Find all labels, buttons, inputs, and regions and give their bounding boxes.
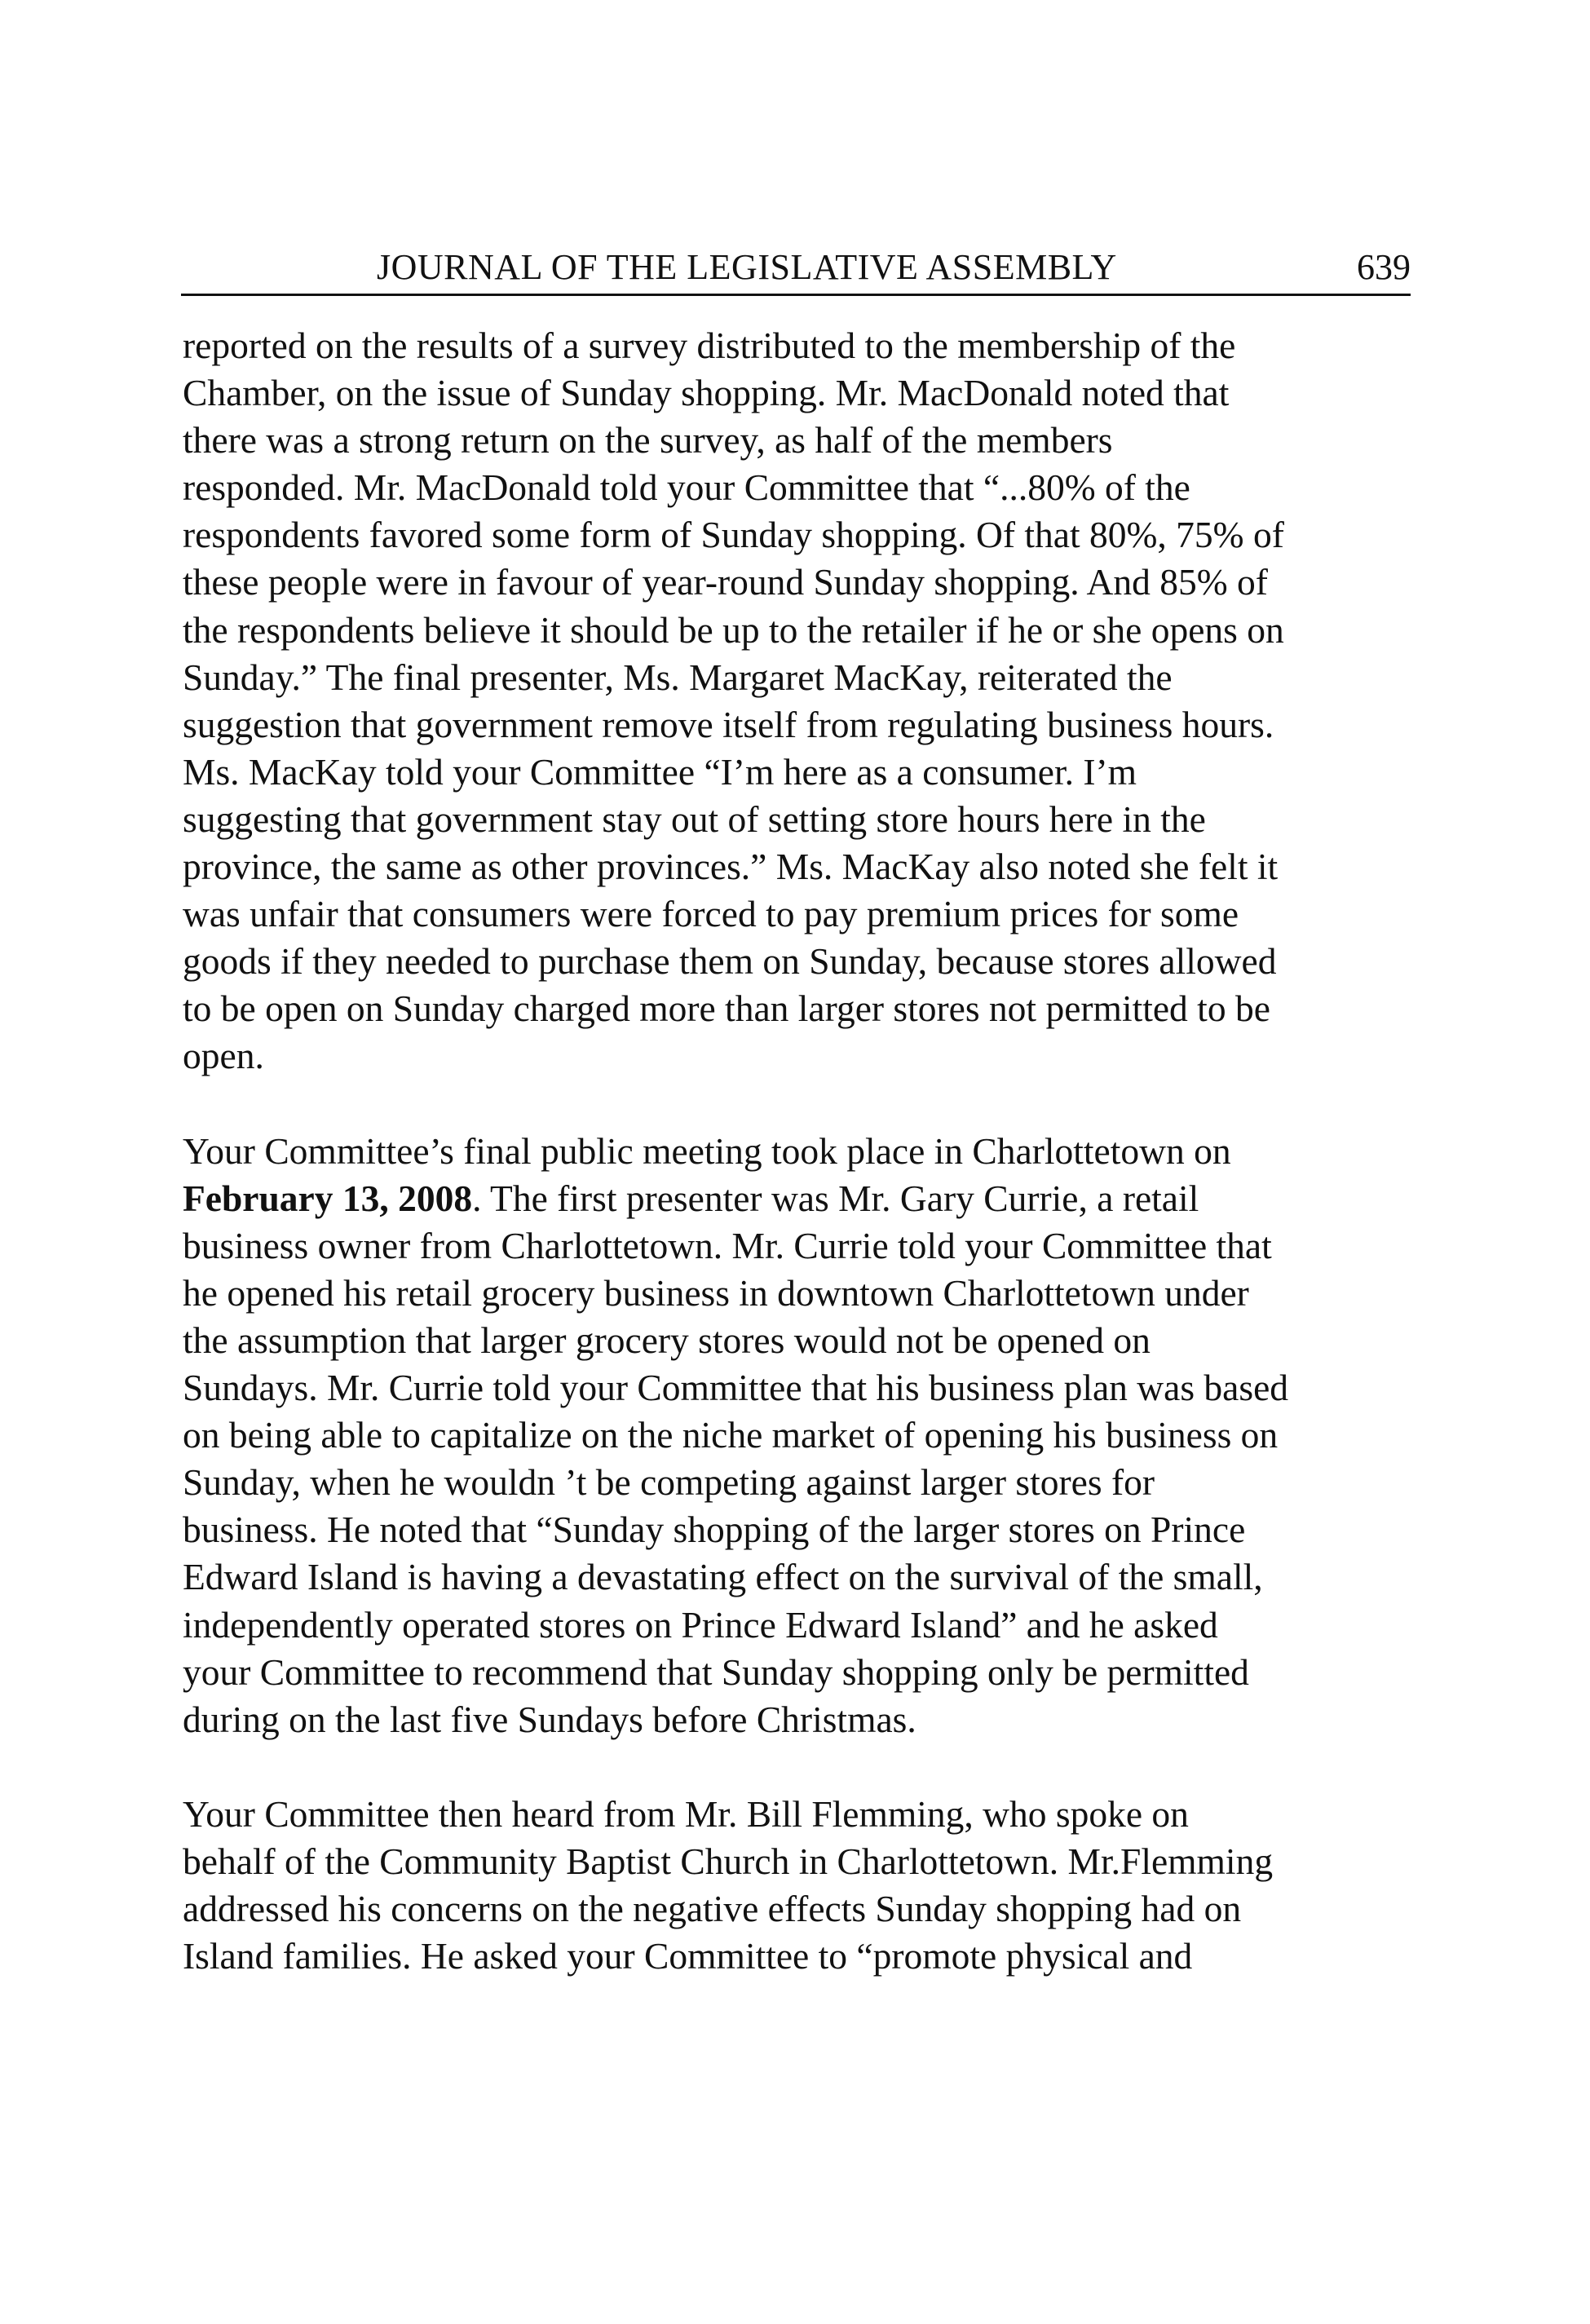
text-line: business owner from Charlottetown. Mr. Currie told your Committee that	[183, 1224, 1272, 1266]
text-line: your Committee to recommend that Sunday shopping only be permitted	[183, 1650, 1249, 1693]
text-line: suggesting that government stay out of setting store hours here in the	[183, 797, 1206, 840]
text-fragment: . The first presenter was Mr. Gary Currie, a retail	[472, 1177, 1199, 1219]
text-line: Your Committee then heard from Mr. Bill Flemming, who spoke on	[183, 1792, 1189, 1835]
text-line: to be open on Sunday charged more than larger stores not permitted to be	[183, 987, 1270, 1030]
text-line: respondents favored some form of Sunday shopping. Of that 80%, 75% of	[183, 514, 1284, 556]
text-line: Sunday.” The final presenter, Ms. Margaret MacKay, reiterated the	[183, 656, 1173, 698]
text-line: was unfair that consumers were forced to pay premium prices for some	[183, 893, 1239, 935]
text-line: addressed his concerns on the negative effects Sunday shopping had on	[183, 1888, 1242, 1930]
text-line: Island families. He asked your Committee to “promote physical and	[183, 1935, 1193, 1977]
text-line: the respondents believe it should be up to the retailer if he or she opens on	[183, 608, 1284, 651]
text-line: goods if they needed to purchase them on Sunday, because stores allowed	[183, 940, 1277, 983]
journal-title: JOURNAL OF THE LEGISLATIVE ASSEMBLY	[377, 247, 1117, 287]
text-line: Sunday, when he wouldn ’t be competing against larger stores for	[183, 1461, 1155, 1504]
paragraph-gap	[183, 1743, 1438, 1791]
text-line: Your Committee’s final public meeting took place in Charlottetown on	[183, 1129, 1231, 1172]
text-line: he opened his retail grocery business in downtown Charlottetown under	[183, 1271, 1249, 1314]
text-line: behalf of the Community Baptist Church in Charlottetown. Mr.Flemming	[183, 1840, 1274, 1882]
body-text	[183, 322, 1438, 1980]
text-line: Sundays. Mr. Currie told your Committee that his business plan was based	[183, 1367, 1289, 1409]
text-line: the assumption that larger grocery stores would not be opened on	[183, 1319, 1151, 1361]
text-line: business. He noted that “Sunday shopping of the larger stores on Prince	[183, 1509, 1246, 1551]
text-line: on being able to capitalize on the niche market of opening his business on	[183, 1414, 1279, 1456]
text-line: Chamber, on the issue of Sunday shopping. Mr. MacDonald noted that	[183, 372, 1230, 414]
paragraph-survey-results	[183, 322, 1438, 1080]
text-line: open.	[183, 1035, 264, 1077]
text-line: Ms. MacKay told your Committee “I’m here as a consumer. I’m	[183, 750, 1137, 793]
text-line: there was a strong return on the survey, as half of the members	[183, 419, 1113, 462]
meeting-date: February 13, 2008	[183, 1177, 473, 1219]
text-line: reported on the results of a survey distributed to the membership of the	[183, 325, 1236, 366]
text-line: independently operated stores on Prince Edward Island” and he asked	[183, 1603, 1218, 1646]
text-line: responded. Mr. MacDonald told your Committee that “...80% of the	[183, 466, 1190, 509]
paragraph-final-meeting	[183, 1128, 1438, 1743]
paragraph-flemming	[183, 1791, 1438, 1980]
text-line: during on the last five Sundays before Christmas.	[183, 1698, 916, 1740]
text-line: suggestion that government remove itself from regulating business hours.	[183, 703, 1274, 745]
text-line: Edward Island is having a devastating effect on the survival of the small,	[183, 1556, 1263, 1598]
page-number: 639	[1357, 247, 1411, 287]
text-line: these people were in favour of year-round Sunday shopping. And 85% of	[183, 561, 1268, 603]
running-header	[181, 243, 1411, 296]
text-line	[183, 1175, 1438, 1222]
text-line: province, the same as other provinces.” Ms. MacKay also noted she felt it	[183, 846, 1279, 888]
paragraph-gap	[183, 1080, 1438, 1128]
